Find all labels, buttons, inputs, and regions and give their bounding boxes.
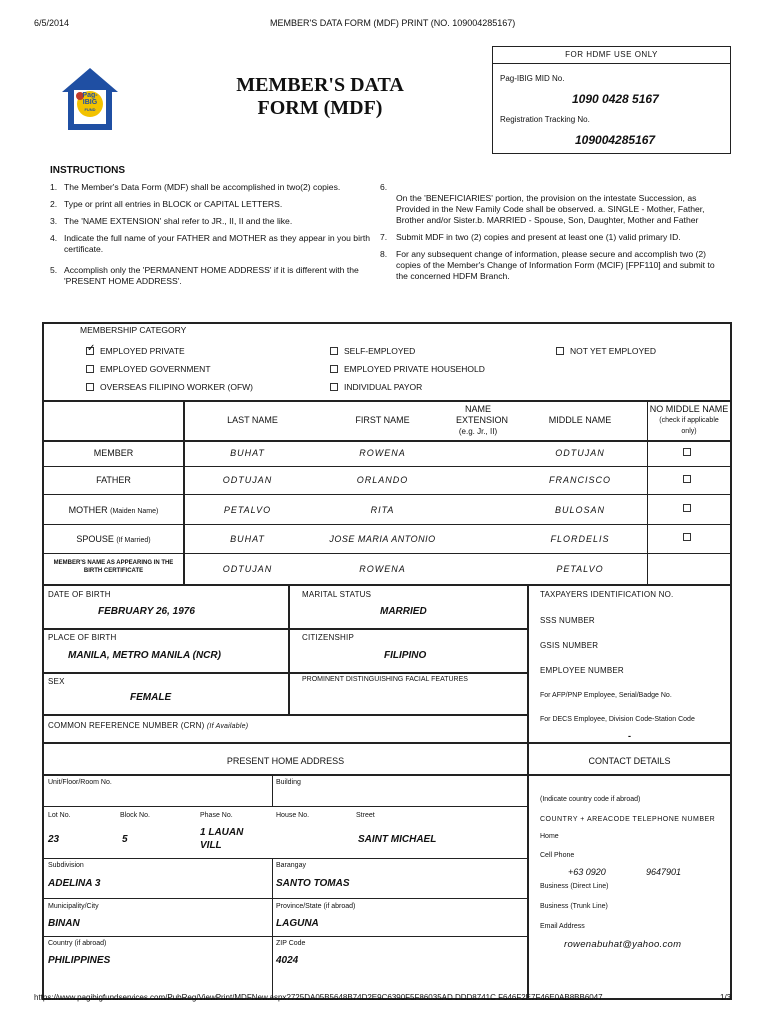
instructions-left <box>50 182 375 287</box>
row-last: ODTUJAN <box>222 564 273 574</box>
option-employed-private[interactable] <box>86 342 253 360</box>
row-role-label: SPOUSE <box>76 534 114 544</box>
checkbox-icon[interactable] <box>683 504 691 512</box>
col-header-no-middle <box>643 404 735 437</box>
dob-label: DATE OF BIRTH <box>48 590 111 599</box>
row-first: ORLANDO <box>356 475 409 485</box>
row-middle: FLORDELIS <box>550 534 610 544</box>
membership-col3 <box>556 342 656 360</box>
option-individual-payor[interactable] <box>330 378 485 396</box>
option-employed-private-household[interactable] <box>330 360 485 378</box>
instr-text: For any subsequent change of information, please secure and accomplish two (2) copies of the Member's Change of Information Form (MCIF) [FPF110] and submit to the concerned HDFM Branch. <box>396 249 715 281</box>
option-not-yet-employed[interactable] <box>556 342 656 360</box>
logo-text-1: Pag- <box>82 92 98 99</box>
cell-code: +63 0920 <box>568 867 606 877</box>
option-label: SELF-EMPLOYED <box>344 346 416 356</box>
checkbox-icon[interactable] <box>683 475 691 483</box>
unit-label: Unit/Floor/Room No. <box>48 779 112 786</box>
country-label: Country (if abroad) <box>48 940 107 947</box>
cell-number: 9647901 <box>646 867 682 877</box>
option-label: EMPLOYED PRIVATE <box>100 346 185 356</box>
deped-label: For DECS Employee, Division Code-Station Code <box>540 716 695 723</box>
instr-text: Submit MDF in two (2) copies and present at least one (1) valid primary ID. <box>396 232 681 242</box>
checkbox-checked-icon[interactable] <box>86 347 94 355</box>
instr-text: Accomplish only the 'PERMANENT HOME ADDRESS' if it is different with the 'PRESENT HOME ADDRESS'. <box>64 265 359 286</box>
row-middle: FRANCISCO <box>548 475 611 485</box>
marital-label: MARITAL STATUS <box>302 590 372 599</box>
row-role: MEMBER <box>93 448 134 458</box>
trunk-line-label: Business (Trunk Line) <box>540 903 608 910</box>
province-value: LAGUNA <box>276 918 319 929</box>
col-header-ext <box>438 404 518 437</box>
row-first: JOSE MARIA ANTONIO <box>329 534 436 544</box>
no-middle-checkbox[interactable] <box>683 503 697 513</box>
page-number: 1/3 <box>720 993 732 1002</box>
checkbox-icon[interactable] <box>86 383 94 391</box>
print-date: 6/5/2014 <box>34 18 70 28</box>
hdmf-box-title: FOR HDMF USE ONLY <box>565 50 658 59</box>
checkbox-icon[interactable] <box>330 365 338 373</box>
sex-label: SEX <box>48 677 65 686</box>
row-last: BUHAT <box>230 448 265 458</box>
col-header-ext-label: NAME EXTENSION <box>456 404 509 425</box>
facial-features-label: PROMINENT DISTINGUISHING FACIAL FEATURES <box>302 676 468 683</box>
membership-col2 <box>330 342 485 396</box>
contact-header: CONTACT DETAILS <box>588 756 671 766</box>
option-employed-government[interactable] <box>86 360 253 378</box>
instr-text: On the 'BENEFICIARIES' portion, the provision on the intestate Succession, as Provided in the New Family Code shall be observed. a. SINGLE - Mother, Father, Brother and/or Sister.b. MARRIED - Spouse, Son, Daughter, Mother and Father <box>396 193 705 225</box>
barangay-value: SANTO TOMAS <box>276 878 350 889</box>
option-ofw[interactable] <box>86 378 253 396</box>
instr-num: 7. <box>380 232 388 242</box>
deped-value: - <box>628 731 631 741</box>
city-value: BINAN <box>48 918 80 929</box>
row-role <box>44 505 183 515</box>
instr-text: Type or print all entries in BLOCK or CAPITAL LETTERS. <box>64 199 283 209</box>
country-value: PHILIPPINES <box>48 955 111 966</box>
row-first: RITA <box>370 505 395 515</box>
no-middle-checkbox[interactable] <box>683 447 697 457</box>
row-first: ROWENA <box>359 448 406 458</box>
row-role-label: MOTHER <box>68 505 108 515</box>
crn-label-text: COMMON REFERENCE NUMBER (CRN) <box>48 721 205 730</box>
no-middle-checkbox[interactable] <box>683 474 697 484</box>
email-label: Email Address <box>540 923 585 930</box>
citizenship-value: FILIPINO <box>384 650 427 661</box>
instr-text: Indicate the full name of your FATHER and MOTHER as they appear in you birth certificate. <box>64 233 371 254</box>
row-role-sub: (If Married) <box>116 537 151 544</box>
row-middle: PETALVO <box>556 564 604 574</box>
instr-num: 2. <box>50 199 58 209</box>
instr-text: The 'NAME EXTENSION' shal refer to JR., II, II and the like. <box>64 216 293 226</box>
instr-num: 1. <box>50 182 58 192</box>
block-value: 5 <box>122 834 128 845</box>
building-label: Building <box>276 779 301 786</box>
city-label: Municipality/City <box>48 903 99 910</box>
checkbox-icon[interactable] <box>330 347 338 355</box>
option-label: EMPLOYED GOVERNMENT <box>100 364 211 374</box>
employee-label: EMPLOYEE NUMBER <box>540 666 624 675</box>
house-label: House No. <box>276 812 310 819</box>
lot-value: 23 <box>48 834 60 845</box>
direct-line-label: Business (Direct Line) <box>540 883 609 890</box>
logo-text-3: FUND <box>84 107 96 112</box>
instr-num: 4. <box>50 233 58 243</box>
instr-text: The Member's Data Form (MDF) shall be accomplished in two(2) copies. <box>64 182 341 192</box>
instr-num: 6. <box>380 182 388 192</box>
dob-value: FEBRUARY 26, 1976 <box>98 606 195 617</box>
logo-text-2: IBIG <box>82 99 98 106</box>
instr-num: 5. <box>50 265 58 275</box>
marital-value: MARRIED <box>380 606 427 617</box>
contact-note: (Indicate country code if abroad) <box>540 796 641 803</box>
address-header: PRESENT HOME ADDRESS <box>226 756 345 766</box>
option-label: NOT YET EMPLOYED <box>570 346 656 356</box>
gsis-label: GSIS NUMBER <box>540 641 599 650</box>
mid-value: 1090 0428 5167 <box>572 92 659 106</box>
zip-label: ZIP Code <box>276 940 306 947</box>
row-last: BUHAT <box>230 534 265 544</box>
sex-value: FEMALE <box>130 692 172 703</box>
cell-label: Cell Phone <box>540 852 575 859</box>
crn-label <box>48 721 248 730</box>
block-label: Block No. <box>120 812 150 819</box>
form-title-line1: MEMBER'S DATA <box>236 74 404 96</box>
tin-label: TAXPAYERS IDENTIFICATION NO. <box>540 590 674 599</box>
row-role: FATHER <box>96 475 131 485</box>
option-label: OVERSEAS FILIPINO WORKER (OFW) <box>100 382 254 392</box>
rtn-value: 109004285167 <box>575 133 656 147</box>
home-label: Home <box>540 833 559 840</box>
form-title-line2: FORM (MDF) <box>257 97 383 119</box>
checkbox-icon[interactable] <box>86 365 94 373</box>
checkbox-icon[interactable] <box>683 448 691 456</box>
row-role-sub: (Maiden Name) <box>110 508 159 515</box>
row-role <box>44 534 183 544</box>
checkbox-icon[interactable] <box>683 533 691 541</box>
col-header-ext-sub: (e.g. Jr., II) <box>458 427 498 436</box>
pob-label: PLACE OF BIRTH <box>48 633 117 642</box>
instr-num: 8. <box>380 249 388 259</box>
form-title <box>220 74 420 120</box>
instructions-title: INSTRUCTIONS <box>50 165 125 176</box>
pob-value: MANILA, METRO MANILA (NCR) <box>68 650 221 661</box>
subdivision-value: ADELINA 3 <box>48 878 101 889</box>
street-value: SAINT MICHAEL <box>358 834 437 845</box>
row-middle: BULOSAN <box>554 505 605 515</box>
row-last: ODTUJAN <box>222 475 273 485</box>
footer-url[interactable]: https://www.pagibigfundservices.com/PubReg/ViewPrint/MDFNew.aspx?725DA05B5648B74D2E9C6390F5F86035AD DDD8741C F646F2E7F46E0AB8BB6047 <box>34 993 603 1002</box>
membership-col1 <box>86 342 253 396</box>
citizenship-label: CITIZENSHIP <box>302 633 354 642</box>
zip-value: 4024 <box>276 955 299 966</box>
checkbox-icon[interactable] <box>330 383 338 391</box>
option-label: INDIVIDUAL PAYOR <box>344 382 423 392</box>
email-value: rowenabuhat@yahoo.com <box>564 939 682 950</box>
subdivision-label: Subdivision <box>48 862 84 869</box>
crn-note: (If Available) <box>206 723 249 730</box>
checkbox-icon[interactable] <box>556 347 564 355</box>
instr-num: 3. <box>50 216 58 226</box>
option-label: EMPLOYED PRIVATE HOUSEHOLD <box>344 364 485 374</box>
contact-col-header: COUNTRY + AREACODE TELEPHONE NUMBER <box>540 816 716 823</box>
col-header-middle: MIDDLE NAME <box>548 415 612 425</box>
rtn-label: Registration Tracking No. <box>500 115 590 124</box>
afp-label: For AFP/PNP Employee, Serial/Badge No. <box>540 692 672 699</box>
row-last: PETALVO <box>223 505 272 515</box>
phase-label: Phase No. <box>200 812 233 819</box>
row-first: ROWENA <box>359 564 406 574</box>
print-title: MEMBER'S DATA FORM (MDF) PRINT (NO. 109004285167) <box>270 18 516 28</box>
membership-label: MEMBERSHIP CATEGORY <box>80 325 187 335</box>
option-self-employed[interactable] <box>330 342 485 360</box>
col-header-first: FIRST NAME <box>355 415 410 425</box>
province-label: Province/State (if abroad) <box>276 903 356 910</box>
street-label: Street <box>356 812 375 819</box>
row-role: MEMBER'S NAME AS APPEARING IN THE BIRTH CERTIFICATE <box>53 560 174 574</box>
sss-label: SSS NUMBER <box>540 616 595 625</box>
instructions-right <box>380 182 715 282</box>
no-middle-checkbox[interactable] <box>683 532 697 542</box>
col-header-no-middle-label: NO MIDDLE NAME <box>649 404 729 414</box>
mid-label: Pag-IBIG MID No. <box>500 74 565 83</box>
col-header-no-middle-sub: (check if applicable only) <box>659 417 719 435</box>
pagibig-logo <box>60 66 120 132</box>
col-header-last: LAST NAME <box>227 415 278 425</box>
lot-label: Lot No. <box>48 812 71 819</box>
barangay-label: Barangay <box>276 862 306 869</box>
row-middle: ODTUJAN <box>555 448 605 458</box>
phase-value: 1 LAUAN VILL <box>200 827 244 851</box>
